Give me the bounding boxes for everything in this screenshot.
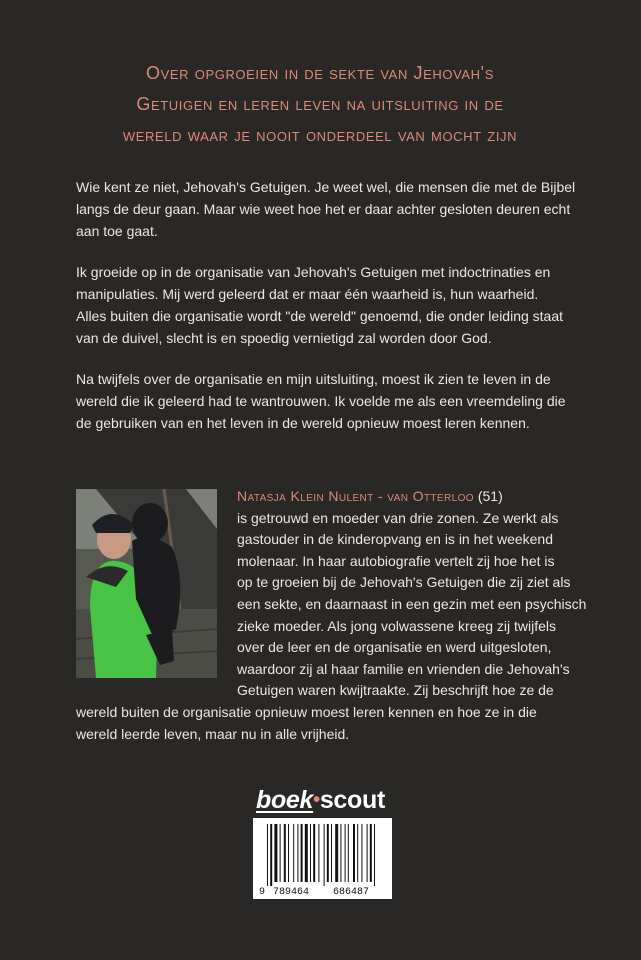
barcode-bar	[293, 824, 294, 882]
blurb-paragraph-2	[76, 261, 576, 349]
text-line: wereld die ik geleerd had te wantrouwen. Ik voelde me als een vreemdeling die	[76, 393, 566, 409]
text-line: de gebruiken van en het leven in de wereld opnieuw moest leren kennen.	[76, 415, 530, 431]
barcode-bar	[270, 824, 272, 886]
barcode-bar	[348, 824, 349, 882]
text-line: Ik groeide op in de organisatie van Jehovah's Getuigen met indoctrinaties en	[76, 264, 551, 280]
barcode-bar	[301, 824, 303, 882]
bio-line: wereld leerde leven, maar nu in alle vrijheid.	[76, 725, 350, 742]
barcode-bar	[357, 824, 358, 882]
logo-scout: scout	[319, 786, 386, 814]
bio-line: gastouder in de kinderopvang en is in het weekend	[237, 531, 553, 548]
bio-header-line	[76, 486, 576, 508]
text-line: langs de deur gaan. Maar wie weet hoe het er daar achter gesloten deuren echt	[76, 201, 571, 217]
bio-line: is getrouwd en moeder van drie zonen. Ze werkt als	[237, 509, 559, 526]
barcode-bar	[310, 824, 311, 882]
text-line: Na twijfels over de organisatie en mijn uitsluiting, moest ik zien te leven in de	[76, 371, 551, 387]
logo-boek: boek	[255, 786, 314, 814]
bio-line: een sekte, en daarnaast in een gezin met een psychisch	[237, 595, 587, 612]
tagline-line: wereld waar je nooit onderdeel van mocht zijn	[122, 125, 518, 145]
barcode-bar	[274, 824, 277, 882]
barcode-bar	[370, 824, 372, 882]
barcode-bar	[267, 824, 268, 886]
barcode-bar	[345, 824, 346, 882]
blurb-paragraph-1	[76, 176, 576, 242]
text-line: manipulaties. Mij werd geleerd dat er maar één waarheid is, hun waarheid.	[76, 286, 539, 302]
text-line: aan toe gaat.	[76, 223, 158, 239]
barcode-bar	[335, 824, 338, 882]
tagline-line: Over opgroeien in de sekte van Jehovah's	[146, 63, 494, 83]
barcode-bar	[353, 824, 355, 882]
barcode-graphic	[253, 818, 392, 899]
barcode-bar	[367, 824, 368, 882]
barcode-bar	[361, 824, 362, 882]
author-age: (51)	[477, 488, 503, 504]
text-line: van de duivel, slecht is en spoedig vernietigd zal worden door God.	[76, 330, 492, 346]
tagline	[60, 58, 580, 151]
author-name: Natasja Klein Nulent - van Otterloo	[237, 488, 474, 504]
bio-line: Getuigen waren kwijtraakte. Zij beschrijft hoe ze de	[237, 682, 554, 699]
bio-line: wereld buiten de organisatie opnieuw moest leren kennen en hoe ze in die	[76, 703, 537, 720]
barcode-bar	[305, 824, 308, 882]
barcode-bar	[374, 824, 375, 886]
bio-line: waardoor zij al haar familie en vrienden die Jehovah's	[237, 660, 570, 677]
bio-line: zieke moeder. Als jong volwassene kreeg zij twijfels	[237, 617, 557, 634]
isbn-barcode	[253, 818, 392, 899]
barcode-digits-3: 686487	[333, 887, 370, 898]
barcode-bar	[284, 824, 286, 882]
text-line: Wie kent ze niet, Jehovah's Getuigen. Je weet wel, die mensen die met de Bijbel	[76, 179, 576, 195]
barcode-digits-2: 789464	[273, 887, 310, 898]
barcode-bar	[340, 824, 341, 882]
logo-dot: •	[313, 789, 320, 811]
bio-line: op te groeien bij de Jehovah's Getuigen die zij ziet als	[237, 574, 571, 591]
barcode-bar	[288, 824, 289, 882]
author-bio	[76, 486, 587, 745]
bio-line: molenaar. In haar autobiografie vertelt zij hoe het is	[237, 552, 555, 569]
publisher-logo	[0, 786, 641, 815]
blurb-paragraph-3	[76, 368, 576, 434]
barcode-bar	[297, 824, 298, 882]
text-line: Alles buiten die organisatie wordt "de wereld" genoemd, die onder leiding staat	[76, 308, 564, 324]
barcode-bar	[313, 824, 315, 882]
barcode-bar	[318, 824, 319, 882]
barcode-bar	[324, 824, 325, 886]
barcode-bar	[331, 824, 332, 882]
barcode-digit-1: 9	[259, 887, 266, 898]
bio-line: over de leer en de organisatie en werd uitgesloten,	[237, 639, 552, 656]
barcode-bar	[280, 824, 281, 882]
barcode-bar	[327, 824, 329, 882]
tagline-line: Getuigen en leren leven na uitsluiting in de	[136, 94, 504, 114]
